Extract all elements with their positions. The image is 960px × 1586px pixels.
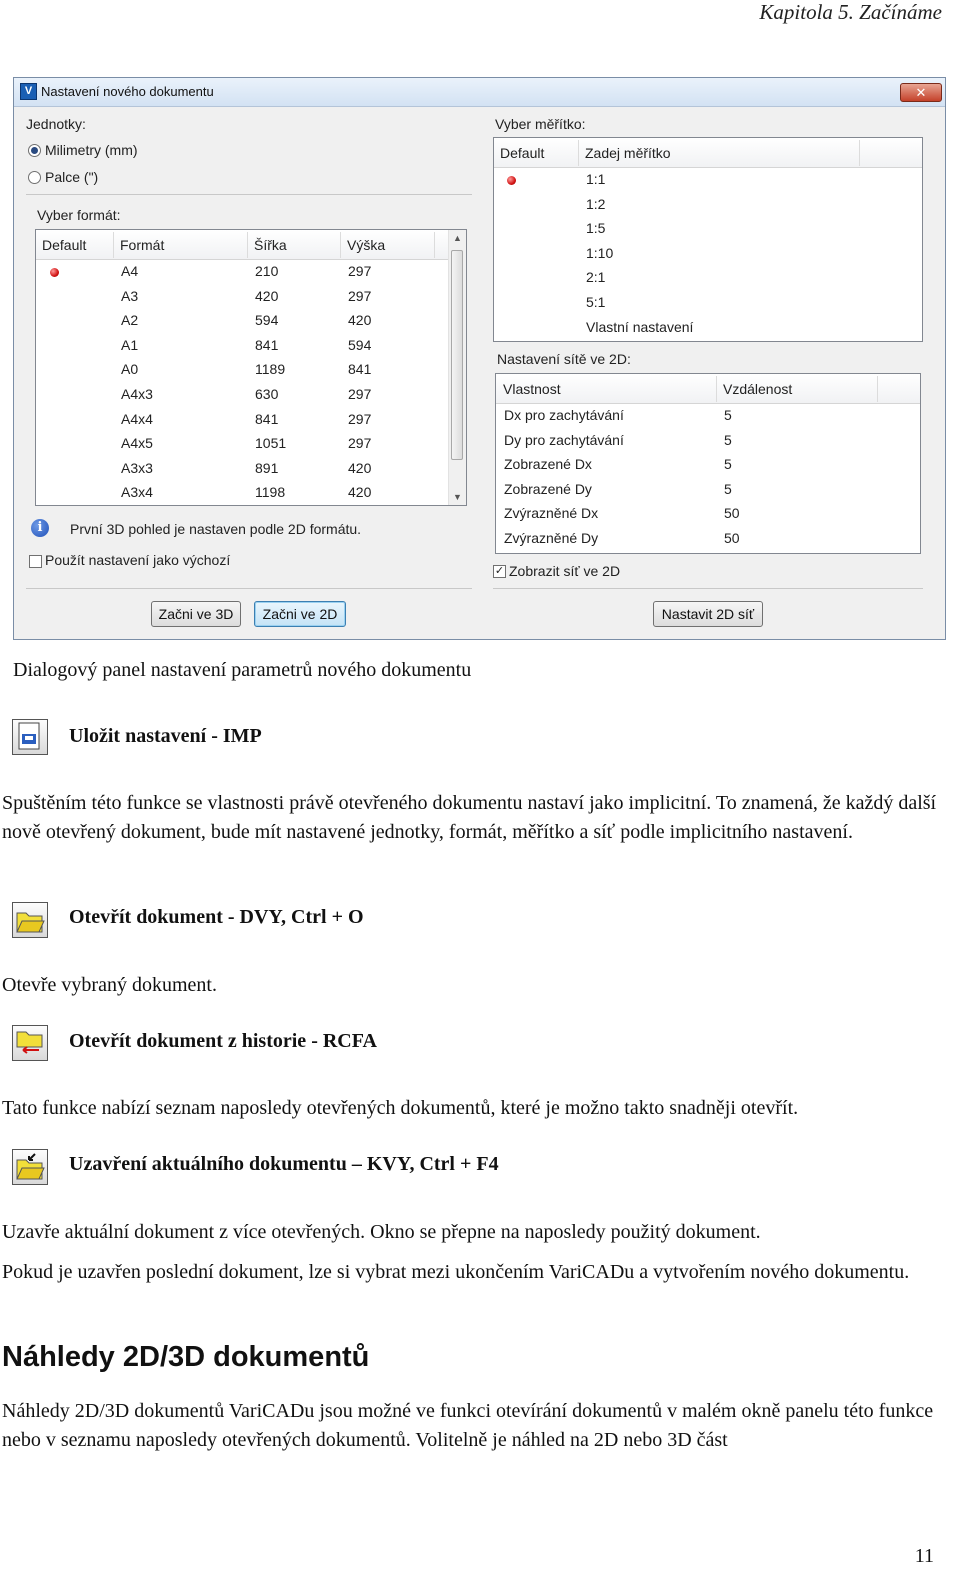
separator: [26, 194, 472, 195]
width-cell[interactable]: 1051: [255, 435, 287, 452]
radio-inches-label[interactable]: Palce ("): [45, 169, 99, 185]
show-grid-checkbox[interactable]: ✓: [494, 565, 505, 577]
height-cell[interactable]: 420: [348, 459, 372, 476]
close-document-text-1: Uzavře aktuální dokument z více otevřených. Okno se přepne na naposledy použitý dokument.: [2, 1221, 761, 1243]
grid-property-cell[interactable]: Zobrazené Dx: [504, 456, 592, 473]
section-heading: Náhledy 2D/3D dokumentů: [2, 1341, 370, 1373]
scale-cell[interactable]: 1:10: [586, 244, 614, 261]
height-cell[interactable]: 297: [348, 263, 372, 279]
scale-cell[interactable]: 1:5: [586, 220, 606, 237]
grid-list-header: [496, 374, 920, 404]
radio-millimeters[interactable]: [28, 144, 41, 157]
width-cell[interactable]: 891: [255, 459, 279, 476]
width-cell[interactable]: 841: [255, 336, 279, 353]
format-label: Vyber formát:: [37, 207, 121, 223]
info-icon: i: [31, 519, 49, 537]
format-cell[interactable]: A4x3: [121, 386, 153, 402]
grid-value-cell[interactable]: 5: [724, 407, 732, 423]
use-default-label[interactable]: Použít nastavení jako výchozí: [45, 552, 231, 568]
grid-property-cell[interactable]: Zobrazené Dy: [504, 480, 592, 497]
default-marker-icon: [50, 268, 59, 277]
format-scrollbar[interactable]: [448, 230, 466, 505]
column-format[interactable]: Formát: [120, 237, 165, 253]
width-cell[interactable]: 1198: [255, 484, 286, 501]
format-list-header: [36, 230, 466, 260]
info-text: První 3D pohled je nastaven podle 2D formátu.: [70, 521, 362, 537]
format-cell[interactable]: A1: [121, 336, 139, 353]
open-document-title: Otevřít dokument - DVY, Ctrl + O: [69, 906, 364, 928]
units-label: Jednotky:: [26, 116, 86, 132]
close-document-icon: [12, 1149, 48, 1185]
set-grid-button[interactable]: Nastavit 2D síť: [653, 601, 763, 627]
start-3d-button[interactable]: Začni ve 3D: [151, 601, 241, 627]
grid-property-cell[interactable]: Dy pro zachytávání: [504, 431, 624, 448]
width-cell[interactable]: 420: [255, 287, 279, 304]
separator: [26, 588, 472, 589]
format-cell[interactable]: A3x3: [121, 459, 153, 476]
height-cell[interactable]: 297: [348, 287, 372, 304]
scroll-thumb[interactable]: [451, 250, 463, 460]
previews-text: Náhledy 2D/3D dokumentů VariCADu jsou možné ve funkci otevírání dokumentů v malém okně panelu této funkce nebo v seznamu naposledy otevřených dokumentů. Volitelně je náhled na 2D nebo 3D část: [2, 1400, 934, 1451]
format-cell[interactable]: A4x4: [121, 410, 153, 427]
height-cell[interactable]: 594: [348, 336, 372, 353]
format-cell[interactable]: A0: [121, 361, 139, 378]
dialog-titlebar: [14, 78, 945, 107]
scale-list-header: [494, 138, 922, 168]
format-cell[interactable]: A3: [121, 287, 139, 304]
chapter-header: Kapitola 5. Začínáme: [759, 0, 942, 24]
scale-cell[interactable]: 1:2: [586, 195, 606, 212]
scroll-up-icon[interactable]: ▲: [453, 233, 462, 243]
format-cell[interactable]: A2: [121, 312, 139, 329]
radio-inches[interactable]: [28, 171, 41, 184]
grid-property-cell[interactable]: Zvýrazněné Dy: [504, 530, 599, 546]
close-document-text-2: Pokud je uzavřen poslední dokument, lze si vybrat mezi ukončením VariCADu a vytvořením nového dokumentu.: [2, 1261, 910, 1283]
format-cell[interactable]: A4: [121, 263, 139, 279]
column-width[interactable]: Šířka: [254, 237, 287, 253]
open-document-icon: [12, 902, 48, 938]
grid-value-cell[interactable]: 50: [724, 505, 740, 522]
open-history-title: Otevřít dokument z historie - RCFA: [69, 1030, 377, 1052]
save-settings-icon: [12, 719, 48, 755]
close-button[interactable]: ✕: [900, 83, 942, 102]
grid-value-cell[interactable]: 5: [724, 431, 732, 448]
close-document-title: Uzavření aktuálního dokumentu – KVY, Ctrl + F4: [69, 1153, 499, 1175]
width-cell[interactable]: 1189: [255, 361, 286, 378]
grid-property-cell[interactable]: Zvýrazněné Dx: [504, 505, 599, 522]
scale-cell[interactable]: 1:1: [586, 171, 606, 187]
separator: [493, 588, 923, 589]
save-settings-text: Spuštěním této funkce se vlastnosti právě otevřeného dokumentu nastaví jako implicitní. To znamená, že každý další nově otevřený dokument, bude mít nastavené jednotky, formát, měřítko a síť podle implicitního nastavení.: [2, 792, 937, 843]
height-cell[interactable]: 297: [348, 435, 372, 452]
format-cell[interactable]: A4x5: [121, 435, 153, 452]
scale-cell[interactable]: 5:1: [586, 294, 606, 310]
scale-cell[interactable]: 2:1: [586, 269, 606, 286]
height-cell[interactable]: 297: [348, 410, 372, 427]
column-default[interactable]: Default: [500, 145, 545, 161]
scale-list[interactable]: [493, 137, 923, 342]
grid-label: Nastavení sítě ve 2D:: [497, 351, 631, 367]
height-cell[interactable]: 297: [348, 386, 372, 402]
default-marker-icon: [507, 176, 516, 185]
open-document-text: Otevře vybraný dokument.: [2, 974, 217, 996]
new-document-dialog: [13, 77, 946, 640]
column-property[interactable]: Vlastnost: [503, 381, 561, 397]
open-history-text: Tato funkce nabízí seznam naposledy otevřených dokumentů, které je možno takto snadněji otevřít.: [2, 1097, 799, 1119]
grid-list[interactable]: [495, 373, 921, 554]
grid-value-cell[interactable]: 5: [724, 480, 732, 497]
column-height[interactable]: Výška: [347, 237, 386, 253]
grid-value-cell[interactable]: 5: [724, 456, 732, 473]
dialog-title: Nastavení nového dokumentu: [41, 84, 214, 99]
width-cell[interactable]: 594: [255, 312, 279, 329]
varicad-app-icon: V: [20, 83, 37, 100]
save-settings-title: Uložit nastavení - IMP: [69, 725, 262, 747]
show-grid-label[interactable]: Zobrazit síť ve 2D: [509, 563, 621, 579]
open-history-icon: [12, 1025, 48, 1061]
height-cell[interactable]: 841: [348, 361, 372, 378]
width-cell[interactable]: 841: [255, 410, 279, 427]
width-cell[interactable]: 210: [255, 263, 279, 279]
column-scale[interactable]: Zadej měřítko: [585, 145, 671, 161]
column-distance[interactable]: Vzdálenost: [723, 381, 793, 397]
page-number: 11: [914, 1545, 934, 1567]
grid-value-cell[interactable]: 50: [724, 530, 740, 546]
height-cell[interactable]: 420: [348, 312, 372, 329]
figure-caption: Dialogový panel nastavení parametrů nového dokumentu: [13, 659, 472, 681]
start-2d-button[interactable]: Začni ve 2D: [254, 601, 346, 627]
grid-property-cell[interactable]: Dx pro zachytávání: [504, 407, 624, 423]
height-cell[interactable]: 420: [348, 484, 372, 501]
scale-cell[interactable]: Vlastní nastavení: [586, 318, 694, 335]
scroll-down-icon[interactable]: ▼: [453, 492, 462, 502]
scale-label: Vyber měřítko:: [495, 116, 586, 132]
radio-millimeters-label[interactable]: Milimetry (mm): [45, 142, 138, 158]
width-cell[interactable]: 630: [255, 386, 279, 402]
format-list[interactable]: [35, 229, 467, 506]
format-cell[interactable]: A3x4: [121, 484, 153, 501]
column-default[interactable]: Default: [42, 237, 87, 253]
use-default-checkbox[interactable]: [29, 555, 42, 568]
